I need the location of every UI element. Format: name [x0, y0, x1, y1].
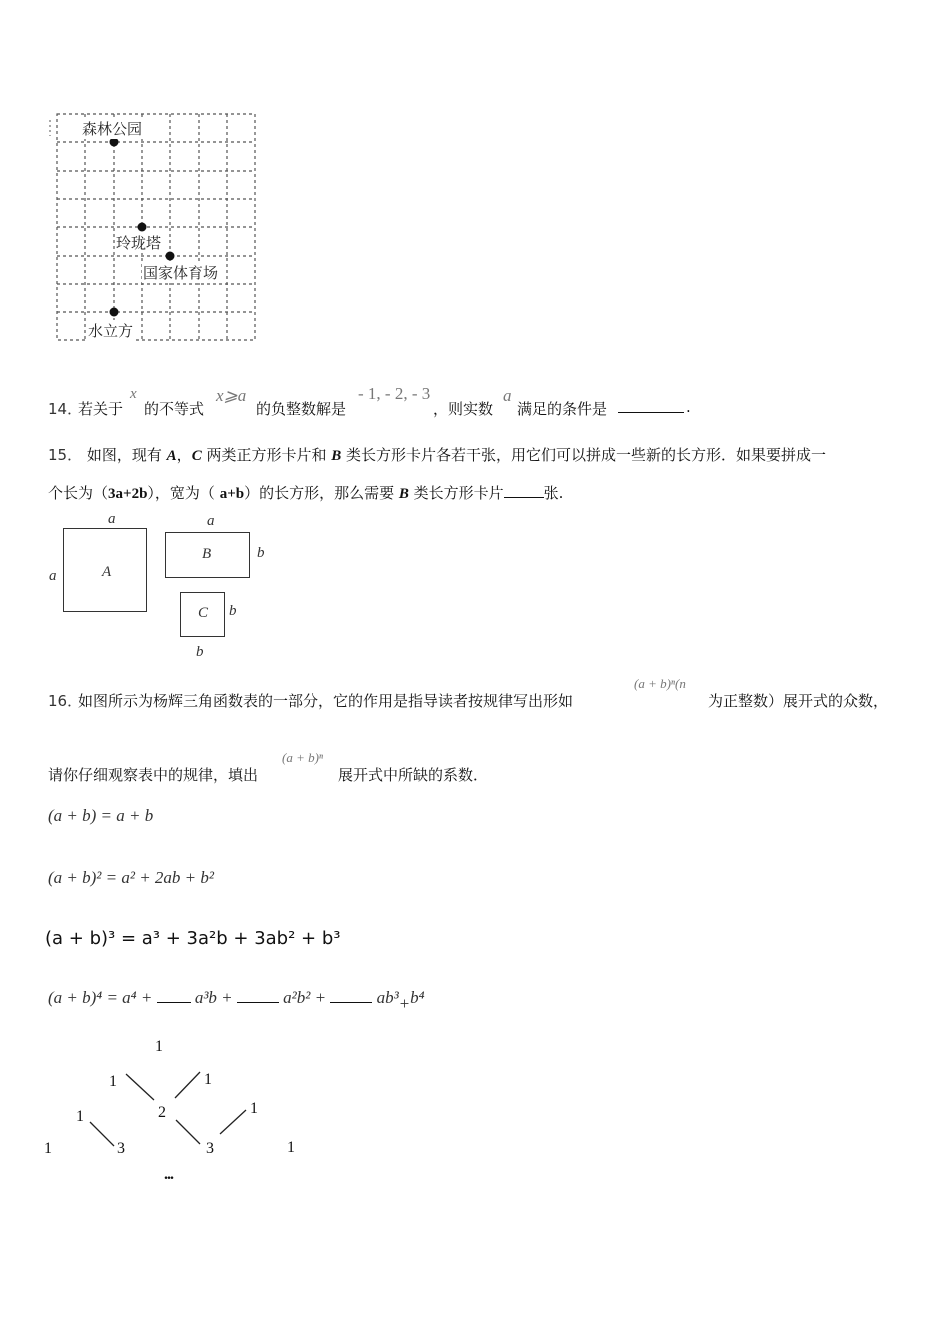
triangle-number: 3	[206, 1140, 214, 1157]
q15-number: 15．	[48, 446, 83, 464]
q15-card-b: B	[398, 486, 409, 502]
q15-text: 个长为（	[48, 484, 109, 502]
card-c-label: C	[198, 605, 209, 621]
triangle-number: 1	[287, 1139, 295, 1156]
card-a-label: A	[102, 564, 112, 580]
q15-text: ）的长方形，那么需要	[244, 484, 399, 502]
equation-2: (a + b)² = a² + 2ab + b²	[48, 868, 214, 887]
q14-inequality: x⩾a	[216, 386, 247, 405]
q15-text: ），宽为（	[147, 484, 220, 502]
q16-text: 为正整数）展开式的众数，	[708, 692, 889, 710]
q14-text: 的不等式	[144, 400, 205, 418]
q14-text: 若关于	[78, 400, 124, 418]
card-b-label: B	[202, 546, 212, 562]
q14-text: ，则实数	[433, 400, 494, 418]
triangle-number: 1	[204, 1071, 212, 1088]
equation-1: (a + b) = a + b	[48, 806, 154, 825]
card-a-top-side: a	[108, 511, 116, 527]
water-cube-point	[110, 308, 119, 317]
triangle-number: 1	[44, 1140, 52, 1157]
national-stadium-point	[166, 252, 175, 261]
q14-text: 的负整数解是	[256, 400, 347, 418]
linglong-tower-label: 玲珑塔	[116, 234, 162, 252]
eq4-part: +	[398, 994, 411, 1013]
triangle-number: 1	[155, 1038, 163, 1055]
eq4-blank-3[interactable]	[330, 988, 372, 1003]
eq4-blank-2[interactable]	[237, 988, 279, 1003]
card-b-right-side: b	[257, 545, 265, 561]
map-grid-figure	[44, 110, 264, 346]
q15-text: 类长方形卡片	[408, 484, 504, 502]
q16-text: 请你仔细观察表中的规律，填出	[48, 766, 259, 784]
q15-text: 如图，现有	[86, 446, 167, 464]
q16-text: 如图所示为杨辉三角函数表的一部分，它的作用是指导读者按规律写出形如	[78, 692, 574, 710]
q14-solutions: - 1, - 2, - 3	[358, 384, 431, 403]
equation-3: (a + b)³ = a³ + 3a²b + 3ab² + b³	[45, 928, 341, 949]
triangle-ellipsis: ...	[164, 1166, 173, 1183]
question-14	[48, 384, 908, 424]
triangle-number: 1	[250, 1100, 258, 1117]
q14-var-x: x	[130, 386, 137, 402]
card-c-bottom-side: b	[196, 644, 204, 660]
q14-var-a: a	[503, 386, 512, 405]
triangle-number: 1	[109, 1073, 117, 1090]
triangle-number: 2	[158, 1104, 166, 1121]
q15-length: 3a+2b	[108, 486, 148, 502]
triangle-number: 3	[117, 1140, 125, 1157]
q15-card-b: B	[331, 448, 342, 464]
question-15-line-2	[48, 482, 563, 503]
triangle-number: 1	[76, 1108, 84, 1125]
q14-answer-blank[interactable]	[618, 398, 684, 413]
card-a-left-side: a	[49, 568, 57, 584]
q16-expression: (a + b)ⁿ(n	[634, 676, 686, 691]
eq4-part: a³b +	[194, 988, 233, 1007]
q14-text: 满足的条件是	[517, 400, 608, 418]
q15-width: a+b	[219, 486, 245, 502]
eq4-blank-1[interactable]	[157, 988, 191, 1003]
q15-text: 两类正方形卡片和	[201, 446, 332, 464]
national-stadium-label: 国家体育场	[143, 264, 219, 282]
q14-number: 14．	[48, 400, 83, 418]
q15-text: 类长方形卡片各若干张，用它们可以拼成一些新的长方形．如果要拼成一	[341, 446, 827, 464]
q15-card-c: C	[191, 448, 202, 464]
question-16-line-1	[48, 676, 928, 716]
equation-4	[48, 988, 425, 1013]
q16-number: 16．	[48, 692, 83, 710]
card-b-top-side: a	[207, 513, 215, 529]
question-15-line-1	[48, 444, 826, 465]
eq4-part: ab³	[376, 988, 399, 1007]
q15-card-figure	[44, 508, 284, 668]
q16-expression: (a + b)ⁿ	[282, 750, 324, 765]
linglong-tower-point	[138, 223, 147, 232]
q15-answer-blank[interactable]	[504, 483, 544, 498]
q16-text: 展开式中所缺的系数．	[338, 766, 489, 784]
eq4-part: a²b² +	[283, 988, 327, 1007]
eq4-part: (a + b)⁴ = a⁴ +	[48, 988, 153, 1007]
water-cube-label: 水立方	[88, 322, 134, 340]
q15-text: 张.	[543, 484, 564, 502]
forest-park-label: 森林公园	[82, 120, 143, 138]
q15-card-a: A	[166, 448, 177, 464]
question-16-line-2	[48, 750, 648, 790]
q14-text: .	[686, 398, 691, 416]
q15-text: ，	[176, 446, 192, 464]
card-c-right-side: b	[229, 603, 237, 619]
eq4-part: b⁴	[410, 988, 425, 1007]
